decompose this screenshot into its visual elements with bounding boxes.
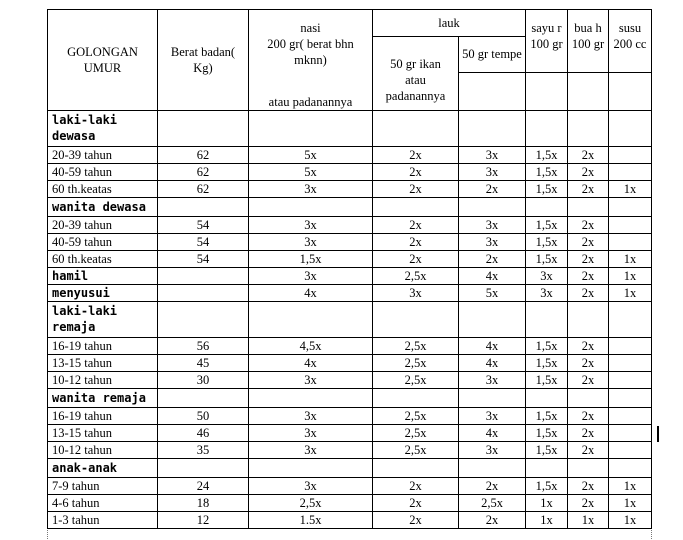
cell-ikan: 2,5x [373, 407, 459, 424]
header-susu: susu [609, 10, 652, 37]
cell-buah: 2x [568, 216, 609, 233]
cell-susu [609, 441, 652, 458]
cell-susu [609, 216, 652, 233]
empty-cell [526, 388, 568, 407]
cell-bb: 46 [158, 424, 249, 441]
cell-sayur: 1,5x [526, 216, 568, 233]
empty-cell [459, 458, 526, 477]
table-row [48, 233, 652, 250]
header-buah: bua h [568, 10, 609, 37]
empty-cell [568, 301, 609, 337]
cell-nasi: 2,5x [249, 494, 373, 511]
section-row [48, 301, 652, 337]
cell-bb: 50 [158, 407, 249, 424]
empty-cell [526, 197, 568, 216]
table-row [48, 494, 652, 511]
header-lauk-tempe: 50 gr tempe [459, 36, 526, 72]
empty-cell [568, 197, 609, 216]
cell-ikan: 2x [373, 250, 459, 267]
cell-buah: 2x [568, 163, 609, 180]
cell-bb: 18 [158, 494, 249, 511]
cell-ikan: 2,5x [373, 337, 459, 354]
cell-sayur: 1,5x [526, 354, 568, 371]
age-group-cell: 10-12 tahun [48, 441, 158, 458]
section-row [48, 458, 652, 477]
section-label: laki-laki remaja [48, 301, 158, 337]
section-row [48, 197, 652, 216]
table-row [48, 441, 652, 458]
cell-nasi: 3x [249, 424, 373, 441]
cell-sayur: 1,5x [526, 424, 568, 441]
empty-cell [568, 388, 609, 407]
header-empty-cell [609, 72, 652, 110]
empty-cell [249, 458, 373, 477]
header-sayur-sub: 100 gr [526, 36, 568, 72]
cell-ikan: 2,5x [373, 424, 459, 441]
cell-buah: 2x [568, 146, 609, 163]
cell-bb: 54 [158, 216, 249, 233]
cell-buah: 2x [568, 180, 609, 197]
age-group-cell: 10-12 tahun [48, 371, 158, 388]
cell-tempe: 2,5x [459, 494, 526, 511]
cell-ikan: 2x [373, 146, 459, 163]
age-group-cell: 13-15 tahun [48, 424, 158, 441]
cell-tempe: 2x [459, 477, 526, 494]
empty-cell [249, 388, 373, 407]
age-group-cell: 60 th.keatas [48, 250, 158, 267]
cell-susu [609, 337, 652, 354]
cell-susu: 1x [609, 267, 652, 284]
age-group-cell: 13-15 tahun [48, 354, 158, 371]
empty-cell [249, 301, 373, 337]
table-row [48, 424, 652, 441]
cell-sayur: 1,5x [526, 180, 568, 197]
cell-tempe: 3x [459, 441, 526, 458]
cell-buah: 2x [568, 494, 609, 511]
cell-sayur: 1,5x [526, 146, 568, 163]
empty-cell [568, 458, 609, 477]
age-group-cell: 16-19 tahun [48, 407, 158, 424]
age-group-cell: 60 th.keatas [48, 180, 158, 197]
cell-nasi: 3x [249, 477, 373, 494]
cell-susu: 1x [609, 284, 652, 301]
cell-nasi: 4x [249, 284, 373, 301]
cell-bb: 30 [158, 371, 249, 388]
cell-ikan: 2x [373, 494, 459, 511]
cell-susu: 1x [609, 477, 652, 494]
cell-bb: 35 [158, 441, 249, 458]
header-golongan-umur: GOLONGAN UMUR [48, 10, 158, 111]
cell-nasi: 3x [249, 180, 373, 197]
table-row [48, 180, 652, 197]
cell-susu: 1x [609, 511, 652, 528]
table-row [48, 146, 652, 163]
cell-bb: 54 [158, 233, 249, 250]
cell-ikan: 2x [373, 216, 459, 233]
age-group-cell: 16-19 tahun [48, 337, 158, 354]
table-row [48, 371, 652, 388]
cell-nasi: 3x [249, 407, 373, 424]
cell-tempe: 3x [459, 216, 526, 233]
empty-cell [526, 458, 568, 477]
empty-cell [158, 197, 249, 216]
cell-nasi: 3x [249, 233, 373, 250]
table-row [48, 216, 652, 233]
cell-ikan: 2,5x [373, 371, 459, 388]
empty-cell [158, 301, 249, 337]
cell-susu [609, 371, 652, 388]
cell-bb: 62 [158, 163, 249, 180]
empty-cell [158, 110, 249, 146]
cell-bb [158, 267, 249, 284]
empty-cell [609, 110, 652, 146]
cell-ikan: 3x [373, 284, 459, 301]
cell-sayur: 1,5x [526, 371, 568, 388]
cell-buah: 2x [568, 233, 609, 250]
empty-cell [609, 388, 652, 407]
cell-tempe: 4x [459, 337, 526, 354]
header-berat-badan: Berat badan( Kg) [158, 10, 249, 111]
cell-buah: 2x [568, 441, 609, 458]
cell-sayur: 1,5x [526, 441, 568, 458]
cell-sayur: 1,5x [526, 250, 568, 267]
cell-susu [609, 424, 652, 441]
cell-nasi: 1.5x [249, 511, 373, 528]
cell-tempe: 3x [459, 146, 526, 163]
cell-sayur: 1x [526, 494, 568, 511]
cell-tempe: 3x [459, 163, 526, 180]
empty-cell [609, 458, 652, 477]
empty-cell [249, 197, 373, 216]
cell-tempe: 3x [459, 233, 526, 250]
table-row [48, 407, 652, 424]
header-buah-sub: 100 gr [568, 36, 609, 72]
age-group-cell: 40-59 tahun [48, 163, 158, 180]
cell-ikan: 2x [373, 163, 459, 180]
header-nasi-alt: atau padanannya [249, 72, 373, 110]
cell-sayur: 1x [526, 511, 568, 528]
cell-buah: 2x [568, 477, 609, 494]
cell-buah: 2x [568, 267, 609, 284]
empty-cell [459, 301, 526, 337]
cell-nasi: 5x [249, 146, 373, 163]
empty-cell [609, 197, 652, 216]
empty-cell [249, 110, 373, 146]
header-lauk-ikan-alt: atau padanannya [373, 72, 459, 110]
header-empty-cell [526, 72, 568, 110]
empty-cell [158, 388, 249, 407]
cell-buah: 2x [568, 424, 609, 441]
cell-ikan: 2,5x [373, 441, 459, 458]
header-empty-cell [459, 72, 526, 110]
cell-ikan: 2x [373, 233, 459, 250]
empty-cell [373, 301, 459, 337]
cell-sayur: 3x [526, 267, 568, 284]
header-susu-sub: 200 cc [609, 36, 652, 72]
cell-susu: 1x [609, 494, 652, 511]
header-nasi-sub: 200 gr( berat bhn mknn) [249, 36, 373, 72]
cell-buah: 2x [568, 371, 609, 388]
age-group-cell: menyusui [48, 284, 158, 301]
header-lauk-ikan: 50 gr ikan [373, 36, 459, 72]
cell-nasi: 5x [249, 163, 373, 180]
cell-nasi: 3x [249, 371, 373, 388]
table-row [48, 163, 652, 180]
cell-buah: 2x [568, 354, 609, 371]
header-empty-cell [568, 72, 609, 110]
section-label: laki-laki dewasa [48, 110, 158, 146]
cell-bb: 56 [158, 337, 249, 354]
empty-cell [459, 110, 526, 146]
empty-cell [459, 388, 526, 407]
empty-cell [568, 110, 609, 146]
cell-buah: 1x [568, 511, 609, 528]
text-cursor [657, 426, 659, 442]
cell-sayur: 1,5x [526, 407, 568, 424]
cell-nasi: 3x [249, 441, 373, 458]
empty-cell [459, 197, 526, 216]
cell-nasi: 4,5x [249, 337, 373, 354]
table-row [48, 284, 652, 301]
cell-susu: 1x [609, 180, 652, 197]
document-table-container [47, 9, 651, 529]
cell-bb: 24 [158, 477, 249, 494]
table-row [48, 267, 652, 284]
age-group-cell: 20-39 tahun [48, 146, 158, 163]
cell-sayur: 1,5x [526, 233, 568, 250]
cell-buah: 2x [568, 407, 609, 424]
cell-susu [609, 354, 652, 371]
cell-susu [609, 233, 652, 250]
cell-tempe: 5x [459, 284, 526, 301]
table-body [48, 110, 652, 528]
header-nasi: nasi [249, 10, 373, 37]
cell-bb: 45 [158, 354, 249, 371]
empty-cell [373, 197, 459, 216]
cell-bb: 62 [158, 180, 249, 197]
cell-ikan: 2,5x [373, 354, 459, 371]
cell-tempe: 4x [459, 354, 526, 371]
empty-cell [373, 110, 459, 146]
section-label: anak-anak [48, 458, 158, 477]
cell-bb: 62 [158, 146, 249, 163]
section-label: wanita remaja [48, 388, 158, 407]
cell-buah: 2x [568, 250, 609, 267]
cell-nasi: 3x [249, 267, 373, 284]
cell-tempe: 2x [459, 511, 526, 528]
cell-ikan: 2,5x [373, 267, 459, 284]
table-row [48, 250, 652, 267]
cell-ikan: 2x [373, 477, 459, 494]
cell-bb [158, 284, 249, 301]
table-row [48, 337, 652, 354]
empty-cell [373, 458, 459, 477]
cell-nasi: 3x [249, 216, 373, 233]
table-row [48, 477, 652, 494]
age-group-cell: 40-59 tahun [48, 233, 158, 250]
cell-tempe: 4x [459, 424, 526, 441]
cell-sayur: 1,5x [526, 163, 568, 180]
age-group-cell: 20-39 tahun [48, 216, 158, 233]
header-sayur: sayu r [526, 10, 568, 37]
age-group-cell: 4-6 tahun [48, 494, 158, 511]
cell-sayur: 1,5x [526, 337, 568, 354]
cell-tempe: 3x [459, 371, 526, 388]
cell-ikan: 2x [373, 511, 459, 528]
cell-bb: 12 [158, 511, 249, 528]
cell-ikan: 2x [373, 180, 459, 197]
cell-buah: 2x [568, 337, 609, 354]
cell-nasi: 4x [249, 354, 373, 371]
cell-susu [609, 407, 652, 424]
header-lauk: lauk [373, 10, 526, 37]
cell-susu: 1x [609, 250, 652, 267]
age-group-cell: 7-9 tahun [48, 477, 158, 494]
cell-buah: 2x [568, 284, 609, 301]
cell-tempe: 4x [459, 267, 526, 284]
empty-cell [526, 301, 568, 337]
age-group-cell: hamil [48, 267, 158, 284]
section-row [48, 110, 652, 146]
table-row [48, 511, 652, 528]
empty-cell [526, 110, 568, 146]
empty-cell [373, 388, 459, 407]
cell-sayur: 3x [526, 284, 568, 301]
cell-susu [609, 163, 652, 180]
cell-tempe: 2x [459, 250, 526, 267]
cell-susu [609, 146, 652, 163]
nutrition-table [47, 9, 652, 529]
empty-cell [158, 458, 249, 477]
table-row [48, 354, 652, 371]
cell-bb: 54 [158, 250, 249, 267]
age-group-cell: 1-3 tahun [48, 511, 158, 528]
cell-sayur: 1,5x [526, 477, 568, 494]
cell-nasi: 1,5x [249, 250, 373, 267]
section-row [48, 388, 652, 407]
section-label: wanita dewasa [48, 197, 158, 216]
cell-tempe: 3x [459, 407, 526, 424]
empty-cell [609, 301, 652, 337]
cell-tempe: 2x [459, 180, 526, 197]
